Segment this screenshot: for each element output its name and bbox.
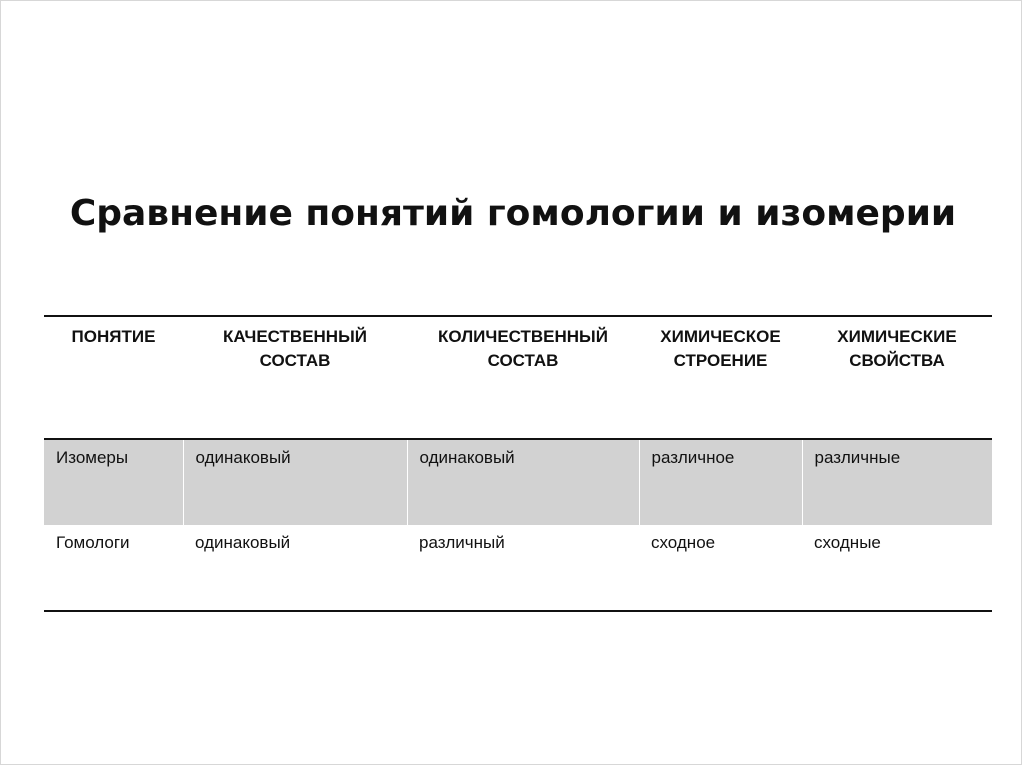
header-structure-line2: СТРОЕНИЕ <box>673 351 768 370</box>
header-quantitative-line1: КОЛИЧЕСТВЕННЫЙ <box>438 327 608 346</box>
header-properties-line1: ХИМИЧЕСКИЕ <box>837 327 957 346</box>
table-cell: Гомологи <box>44 525 183 611</box>
table-header-row <box>44 316 992 439</box>
table-row-homologs <box>44 525 992 611</box>
header-chemical-properties <box>802 316 992 439</box>
table-cell: одинаковый <box>183 525 407 611</box>
table-cell: Изомеры <box>56 448 129 467</box>
table-cell: одинаковый <box>407 439 639 525</box>
table-cell: одинаковый <box>183 439 407 525</box>
table-cell: сходное <box>639 525 802 611</box>
table-cell: сходные <box>802 525 992 611</box>
comparison-table <box>44 315 992 612</box>
header-qualitative-line2: СОСТАВ <box>259 351 331 370</box>
header-quantitative-composition <box>407 316 639 439</box>
header-qualitative-line1: КАЧЕСТВЕННЫЙ <box>223 327 367 346</box>
table-row-isomers <box>44 439 992 525</box>
slide-title: Сравнение понятий гомологии и изомерии <box>69 193 957 234</box>
header-quantitative-line2: СОСТАВ <box>487 351 559 370</box>
header-chemical-structure <box>639 316 802 439</box>
table-cell: различные <box>802 439 992 525</box>
header-concept-line1: ПОНЯТИЕ <box>71 327 156 346</box>
table-cell: различное <box>639 439 802 525</box>
header-qualitative-composition <box>183 316 407 439</box>
header-structure-line1: ХИМИЧЕСКОЕ <box>660 327 781 346</box>
header-concept <box>44 316 183 439</box>
table-cell: различный <box>407 525 639 611</box>
header-properties-line2: СВОЙСТВА <box>849 351 945 370</box>
